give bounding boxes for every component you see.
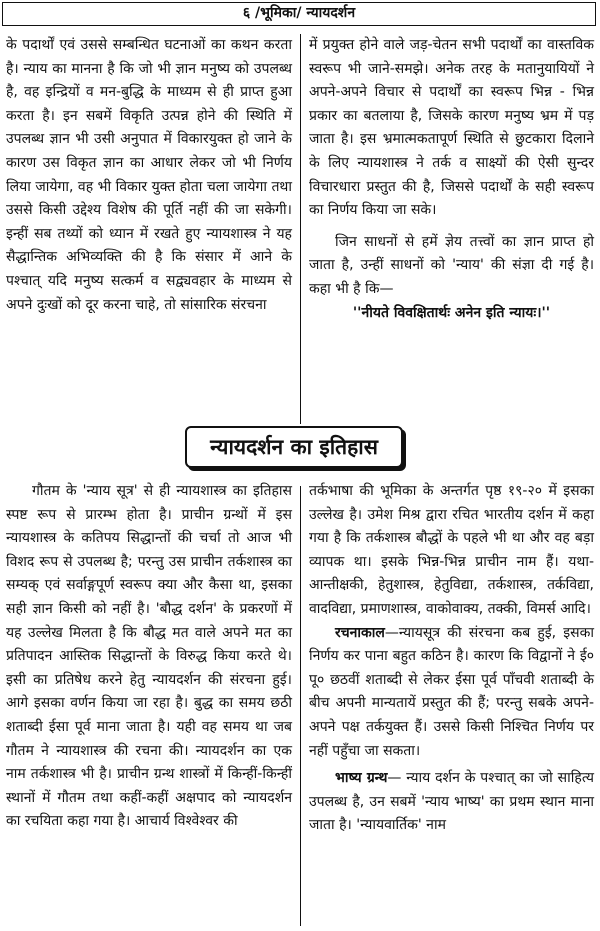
bottom-right-column <box>309 480 594 838</box>
paragraph: तर्कभाषा की भूमिका के अन्तर्गत पृष्ठ १९-२० में इसका उल्लेख है। उमेश मिश्र द्वारा रचित भारतीय दर्शन में कहा गया है कि तर्कशास्त्र बौद्धों के पहले भी था और वह बड़ा व्यापक था। इसके भिन्न-भिन्न प्राचीन नाम हैं। यथा- आन्तीक्षकी, हेतुशास्त्र, हेतुविद्या, तर्कशास्त्र, तर्कविद्या, वादविद्या, प्रमाणशास्त्र, वाकोवाक्य, तक्की, विमर्स आदि। <box>309 483 594 617</box>
column-divider <box>300 486 301 926</box>
bottom-left-column <box>6 480 292 834</box>
column-divider <box>300 34 301 424</box>
paragraph-text: —न्यायसूत्र की संरचना कब हुई, इसका निर्णय कर पाना बहुत कठिन है। कारण कि विद्वानों ने ई० पू० छठवीं शताब्दी से लेकर ईसा पूर्व पाँचवी शताब्दी के बीच अपनी मान्यतायें प्रस्तुत की हैं; परन्तु सबके अपने-अपने पक्ष तर्कयुक्त हैं। उससे किसी निश्चित निर्णय पर नहीं पहुँचा जा सकता। <box>309 624 594 759</box>
paragraph <box>309 767 594 838</box>
term-heading: भाष्य ग्रन्थ <box>335 770 388 787</box>
paragraph <box>309 622 594 764</box>
sanskrit-quote: ''नीयते विवक्षितार्थः अनेन इति न्यायः।'' <box>352 304 551 321</box>
top-left-column <box>6 34 292 317</box>
top-right-column <box>309 34 594 325</box>
paragraph: गौतम के 'न्याय सूत्र' से ही न्यायशास्त्र का इतिहास स्पष्ट रूप से प्रारम्भ होता है। प्राचीन ग्रन्थों में इस न्यायशास्त्र के कतिपय सिद्धान्तों की चर्चा तो आज भी विशद रूप से उपलब्ध है; परन्तु उस प्राचीन तर्कशास्त्र का सम्यक् एवं सर्वाङ्गपूर्ण स्वरूप क्या और कैसा था, इसका सही ज्ञान किसी को नहीं है। 'बौद्ध दर्शन' के प्रकरणों में यह उल्लेख मिलता है कि बौद्ध मत वाले अपने मत का प्रतिपादन आस्तिक सिद्धान्तों के विरुद्ध किया करते थे। इसी का प्रतिषेध करने हेतु न्यायदर्शन की संरचना हुई। आगे इसका वर्णन किया जा रहा है। बुद्ध का समय छठी शताब्दी ईसा पूर्व माना जाता है। यही वह समय था जब गौतम ने न्यायशास्त्र की रचना की। न्यायदर्शन का एक नाम तर्कशास्त्र भी है। प्राचीन ग्रन्थ शास्त्रों में किन्हीं-किन्हीं स्थानों में गौतम तथा कहीं-कहीं अक्षपाद को न्यायदर्शन का रचयिता कहा गया है। आचार्य विश्वेश्वर की <box>6 483 292 830</box>
section-title: न्यायदर्शन का इतिहास <box>185 426 403 468</box>
page-header: ६ /भूमिका/ न्यायदर्शन <box>2 2 596 26</box>
paragraph: के पदार्थों एवं उससे सम्बन्धित घटनाओं का कथन करता है। न्याय का मानना है कि जो भी ज्ञान मनुष्य को उपलब्ध है, वह इन्द्रियों व मन-बुद्धि के माध्यम से ही प्राप्त हुआ करता है। इन सबमें विकृति उत्पन्न होने की स्थिति में उपलब्ध ज्ञान भी उसी अनुपात में विकारयुक्त हो जाने के कारण उस विकृत ज्ञान का आधार लेकर जो भी निर्णय लिया जायेगा, वह भी विकार युक्त होता चला जायेगा तथा उससे किसी उद्देश्य विशेष की पूर्ति नहीं की जा सकेगी। इन्हीं सब तथ्यों को ध्यान में रखते हुए न्यायशास्त्र ने यह सैद्धान्तिक अभिव्यक्ति की है कि संसार में आने के पश्चात् यदि मनुष्य सत्कर्म व सद्व्यवहार के माध्यम से अपने दुःखों को दूर करना चाहे, तो सांसारिक संरचना <box>6 37 292 313</box>
term-heading: रचनाकाल <box>335 624 385 641</box>
paragraph: में प्रयुक्त होने वाले जड़-चेतन सभी पदार्थों का वास्तविक स्वरूप भी जाने-समझे। अनेक तरह के मतानुयायियों ने अपने-अपने विचार से पदार्थों का स्वरूप भिन्न - भिन्न प्रकार का बतलाया है, जिसके कारण मनुष्य भ्रम में पड़ जाता है। इस भ्रमात्मकतापूर्ण स्थिति से छुटकारा दिलाने के लिए न्यायशास्त्र ने तर्क व साक्ष्यों की ऐसी सुन्दर विचारधारा प्रस्तुत की है, जिससे पदार्थों के सही स्वरूप का निर्णय किया जा सके। <box>309 37 594 219</box>
paragraph-text: — न्याय दर्शन के पश्चात् का जो साहित्य उपलब्ध है, उन सबमें 'न्याय भाष्य' का प्रथम स्थान माना जाता है। 'न्यायवार्तिक' नाम <box>309 770 594 834</box>
paragraph: जिन साधनों से हमें ज्ञेय तत्त्वों का ज्ञान प्राप्त हो जाता है, उन्हीं साधनों को 'न्याय' की संज्ञा दी गई है। कहा भी है कि— <box>309 233 594 297</box>
